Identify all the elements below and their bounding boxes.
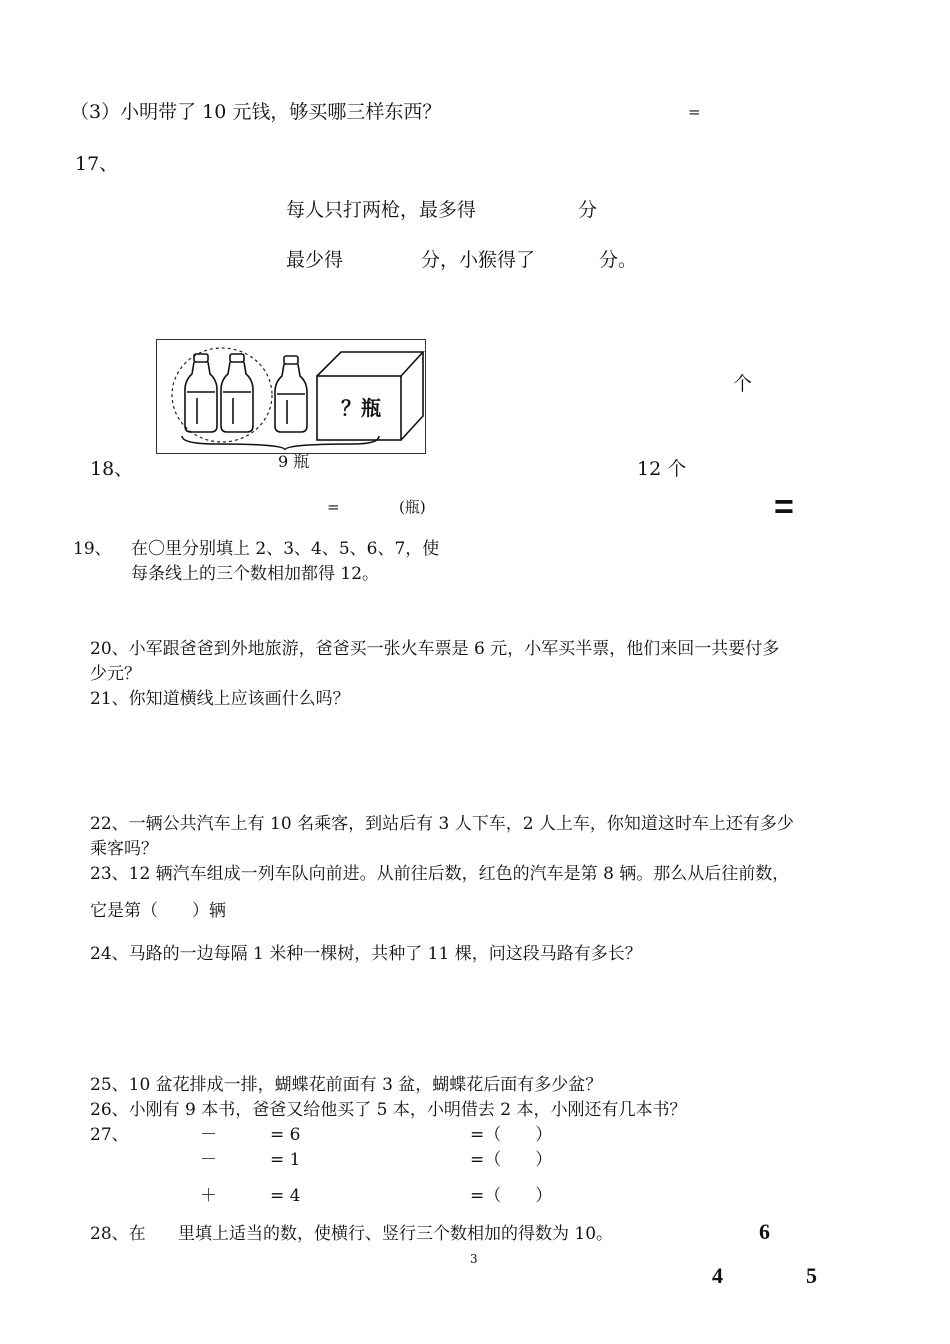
q27-number: 27、 bbox=[90, 1125, 129, 1145]
page-number: 3 bbox=[470, 1252, 478, 1266]
q27-row1-result: = 6 bbox=[270, 1125, 301, 1145]
q18-equals: = bbox=[327, 498, 340, 516]
q19-number: 19、 bbox=[73, 539, 112, 559]
q27-row2-operator: － bbox=[200, 1150, 217, 1170]
q26-text: 26、小刚有 9 本书，爸爸又给他买了 5 本，小明借去 2 本，小刚还有几本书？ bbox=[90, 1100, 687, 1120]
q17-line1-unit: 分 bbox=[578, 199, 598, 221]
q18-bottle-unit: (瓶) bbox=[399, 498, 426, 516]
brace-shape bbox=[182, 436, 379, 450]
q21-text: 21、你知道横线上应该画什么吗？ bbox=[90, 689, 350, 709]
q23-line2: 它是第（ ）辆 bbox=[90, 901, 226, 921]
q27-row3-operator: ＋ bbox=[200, 1186, 217, 1206]
q17-line2-middle: 分，小猴得了 bbox=[421, 249, 536, 271]
q20-line2: 少元？ bbox=[90, 664, 141, 684]
q28-text-start: 28、在 bbox=[90, 1224, 146, 1244]
q18-unit-ge: 个 bbox=[733, 373, 753, 395]
bottle-icon bbox=[185, 354, 217, 432]
q17-number: 17、 bbox=[75, 153, 119, 175]
q27-row2-answer: =（ ） bbox=[470, 1150, 553, 1170]
q19-line1: 在〇里分别填上 2、3、4、5、6、7，使 bbox=[131, 539, 440, 559]
q27-row3-result: = 4 bbox=[270, 1186, 301, 1206]
q16-part3-text: （3）小明带了 10 元钱，够买哪三样东西？ bbox=[70, 101, 442, 123]
big-equals-sign: = bbox=[774, 488, 794, 526]
bottle-icon bbox=[275, 356, 307, 432]
q28-number-6: 6 bbox=[759, 1219, 770, 1244]
q17-line1-text: 每人只打两枪，最多得 bbox=[286, 199, 477, 221]
q28-text-end: 里填上适当的数，使横行、竖行三个数相加的得数为 10。 bbox=[178, 1224, 614, 1244]
q28-number-5: 5 bbox=[806, 1263, 817, 1288]
q24-text: 24、马路的一边每隔 1 米种一棵树，共种了 11 棵，问这段马路有多长？ bbox=[90, 944, 642, 964]
q23-line1: 23、12 辆汽车组成一列车队向前进。从前往后数，红色的汽车是第 8 辆。那么从后往前数， bbox=[90, 864, 790, 884]
brace-label: 9 瓶 bbox=[278, 452, 310, 471]
q28-number-4: 4 bbox=[712, 1263, 723, 1288]
q19-line2: 每条线上的三个数相加都得 12。 bbox=[131, 564, 380, 584]
q27-row1-answer: =（ ） bbox=[470, 1125, 553, 1145]
q27-row1-operator: － bbox=[200, 1125, 217, 1145]
box-label: ？瓶 bbox=[341, 396, 381, 420]
q22-line1: 22、一辆公共汽车上有 10 名乘客，到站后有 3 人下车，2 人上车，你知道这时车上还有多少 bbox=[90, 814, 794, 834]
bottles-illustration bbox=[157, 340, 425, 453]
q22-line2: 乘客吗？ bbox=[90, 839, 158, 859]
q18-twelve-ge: 12 个 bbox=[637, 458, 687, 480]
q17-line2-text: 最少得 bbox=[286, 249, 344, 271]
q18-number: 18、 bbox=[90, 458, 134, 480]
q25-text: 25、10 盆花排成一排，蝴蝶花前面有 3 盆，蝴蝶花后面有多少盆？ bbox=[90, 1075, 603, 1095]
bottle-icon bbox=[221, 354, 253, 432]
q27-row2-result: = 1 bbox=[270, 1150, 301, 1170]
q27-row3-answer: =（ ） bbox=[470, 1186, 553, 1206]
bottles-figure bbox=[156, 339, 426, 454]
q16-equals: = bbox=[688, 103, 701, 121]
q17-line2-end: 分。 bbox=[599, 249, 638, 271]
q20-line1: 20、小军跟爸爸到外地旅游，爸爸买一张火车票是 6 元，小军买半票，他们来回一共要付多 bbox=[90, 639, 780, 659]
